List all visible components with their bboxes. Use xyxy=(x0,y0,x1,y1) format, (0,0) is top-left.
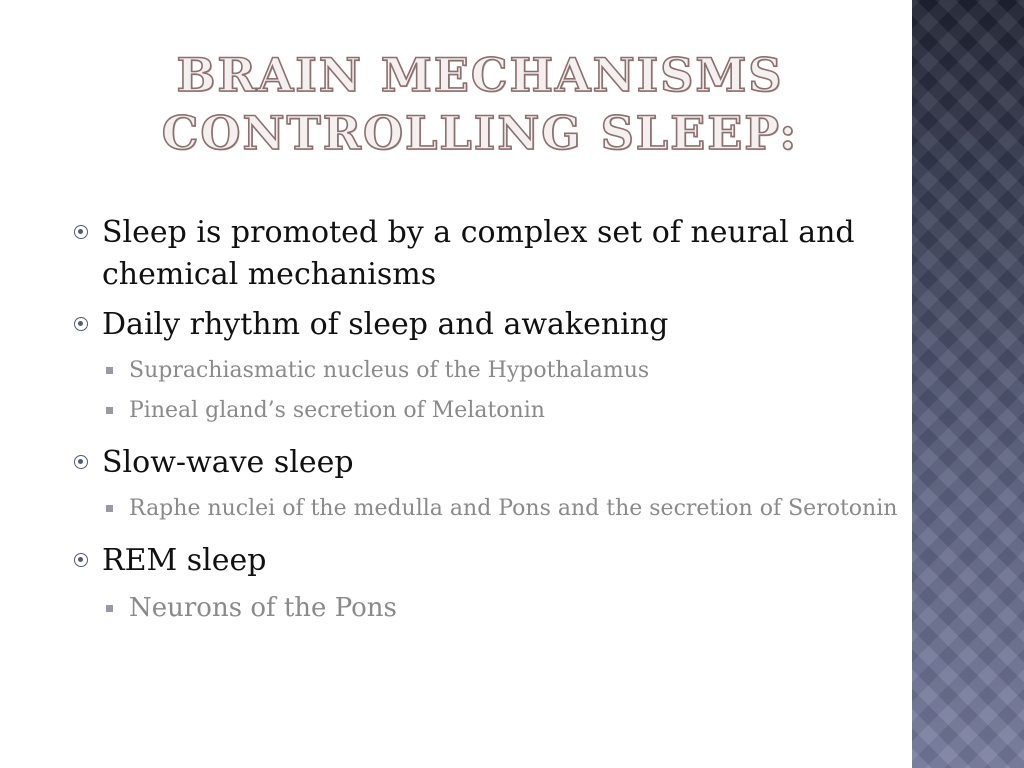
bullet-text: Sleep is promoted by a complex set of neural and chemical mechanisms xyxy=(102,215,855,292)
bullet-text: Slow-wave sleep xyxy=(102,445,354,480)
slide-title xyxy=(100,46,860,162)
bullet-item xyxy=(74,442,904,484)
bullet-item xyxy=(74,540,904,582)
sub-bullet-text: Raphe nuclei of the medulla and Pons and the secretion of Serotonin xyxy=(129,496,898,521)
title-line-2: CONTROLLING SLEEP: xyxy=(161,106,799,160)
bullet-text: REM sleep xyxy=(102,543,267,578)
square-bullet-icon xyxy=(106,367,113,374)
bullet-list xyxy=(74,212,904,632)
sub-bullet-item xyxy=(74,492,904,526)
sub-bullet-item xyxy=(74,394,904,428)
sub-bullet-item xyxy=(74,590,904,626)
bullet-text: Daily rhythm of sleep and awakening xyxy=(102,307,669,342)
bullet-item xyxy=(74,212,904,296)
bullet-item xyxy=(74,304,904,346)
circle-dot-icon xyxy=(74,553,88,567)
sub-bullet-text: Pineal gland’s secretion of Melatonin xyxy=(129,398,545,423)
circle-dot-icon xyxy=(74,225,88,239)
square-bullet-icon xyxy=(106,605,113,612)
circle-dot-icon xyxy=(74,455,88,469)
title-line-1: BRAIN MECHANISMS xyxy=(176,48,784,102)
circle-dot-icon xyxy=(74,317,88,331)
decorative-side-panel xyxy=(912,0,1024,768)
sub-bullet-text: Neurons of the Pons xyxy=(129,593,397,623)
sub-bullet-item xyxy=(74,354,904,388)
sub-bullet-text: Suprachiasmatic nucleus of the Hypothalamus xyxy=(129,358,650,383)
square-bullet-icon xyxy=(106,407,113,414)
square-bullet-icon xyxy=(106,505,113,512)
